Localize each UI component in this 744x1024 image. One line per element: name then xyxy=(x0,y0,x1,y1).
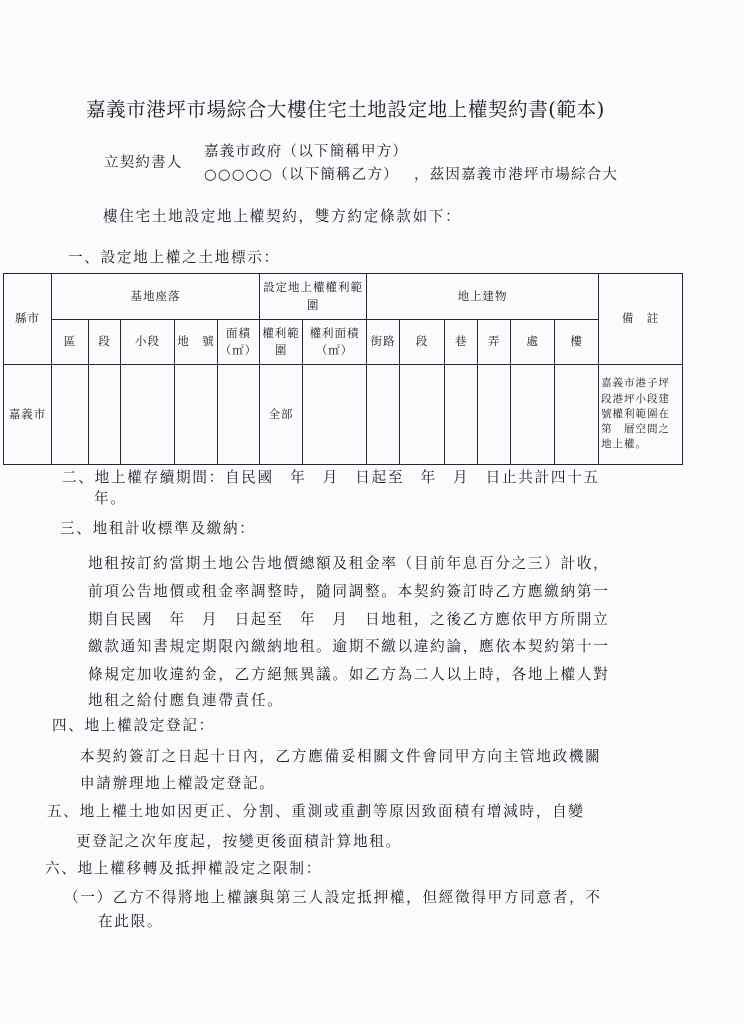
cell-right-area xyxy=(303,365,367,465)
cell-building-section xyxy=(400,365,445,465)
col-right-range: 權利範圍 xyxy=(260,320,303,365)
cell-section xyxy=(89,365,121,465)
section3-line1: 地租按訂約當期土地公告地價總額及租金率（目前年息百分之三）計收， xyxy=(88,555,610,572)
col-lane: 巷 xyxy=(445,320,478,365)
cell-county: 嘉義市 xyxy=(4,365,52,465)
intro-line-2: 樓住宅土地設定地上權契約，雙方約定條款如下： xyxy=(103,208,462,225)
cell-alley xyxy=(478,365,511,465)
intro-continuation: ，茲因嘉義市港坪市場綜合大 xyxy=(414,167,619,183)
cell-place xyxy=(511,365,555,465)
col-subsection: 小段 xyxy=(121,320,175,365)
col-floor: 樓 xyxy=(555,320,599,365)
section6-heading: 六、地上權移轉及抵押權設定之限制： xyxy=(45,860,322,877)
section4-heading: 四、地上權設定登記： xyxy=(52,717,215,734)
col-right-area: 權利面積（㎡） xyxy=(303,320,367,365)
section3-line3: 期自民國 年 月 日起至 年 月 日地租，之後乙方應依甲方所開立 xyxy=(88,611,610,628)
section2-line1: 二、地上權存續期間：自民國 年 月 日起至 年 月 日止共計四十五 xyxy=(62,469,600,486)
col-district: 區 xyxy=(52,320,89,365)
parties-label: 立契約書人 xyxy=(104,155,183,171)
col-section: 段 xyxy=(89,320,121,365)
section6-item1-line2: 在此限。 xyxy=(98,913,164,930)
col-building-section: 段 xyxy=(400,320,445,365)
col-place: 處 xyxy=(511,320,555,365)
section6-item1-line1: （一）乙方不得將地上權讓與第三人設定抵押權，但經徵得甲方同意者，不 xyxy=(64,889,602,906)
header-building: 地上建物 xyxy=(367,274,599,320)
col-street: 街路 xyxy=(367,320,400,365)
cell-subsection xyxy=(121,365,175,465)
party-a: 嘉義市政府（以下簡稱甲方） xyxy=(204,144,409,160)
col-area: 面積（㎡） xyxy=(218,320,260,365)
cell-area xyxy=(218,365,260,465)
section4-line1: 本契約簽訂之日起十日內，乙方應備妥相關文件會同甲方向主管地政機關 xyxy=(80,748,602,765)
cell-right-range: 全部 xyxy=(260,365,303,465)
note-text: 嘉義市港子坪段港坪小段建號權利範圍在第 層空間之地上權。 xyxy=(601,377,671,451)
cell-lane xyxy=(445,365,478,465)
cell-street xyxy=(367,365,400,465)
col-alley: 弄 xyxy=(478,320,511,365)
section3-line2: 前項公告地價或租金率調整時，隨同調整。本契約簽訂時乙方應繳納第一 xyxy=(88,583,610,600)
cell-floor xyxy=(555,365,599,465)
cell-lot-number xyxy=(175,365,218,465)
document-title: 嘉義市港坪市場綜合大樓住宅土地設定地上權契約書(範本) xyxy=(86,98,605,121)
section1-heading: 一、設定地上權之土地標示： xyxy=(68,249,280,266)
cell-district xyxy=(52,365,89,465)
land-table xyxy=(3,273,683,465)
section3-line4: 繳款通知書規定期限內繳納地租。逾期不繳以違約論，應依本契約第十一 xyxy=(88,638,610,655)
col-lot-number: 地 號 xyxy=(175,320,218,365)
header-county: 縣市 xyxy=(4,274,52,365)
cell-note xyxy=(599,365,683,465)
section3-line6: 地租之給付應負連帶責任。 xyxy=(88,692,284,709)
header-note: 備 註 xyxy=(599,274,683,365)
party-b: ○○○○○（以下簡稱乙方） xyxy=(204,167,399,183)
section4-line2: 申請辦理地上權設定登記。 xyxy=(80,775,276,792)
header-base-location: 基地座落 xyxy=(52,274,260,320)
section5-line1: 五、地上權土地如因更正、分割、重測或重劃等原因致面積有增減時，自變 xyxy=(47,803,585,820)
section5-line2: 更登記之次年度起，按變更後面積計算地租。 xyxy=(76,833,402,850)
section3-line5: 條規定加收違約金，乙方絕無異議。如乙方為二人以上時，各地上權人對 xyxy=(88,666,610,683)
section3-heading: 三、地租計收標準及繳納： xyxy=(60,520,256,537)
header-right-range: 設定地上權權利範圍 xyxy=(260,274,367,320)
section2-line2: 年。 xyxy=(94,490,127,507)
